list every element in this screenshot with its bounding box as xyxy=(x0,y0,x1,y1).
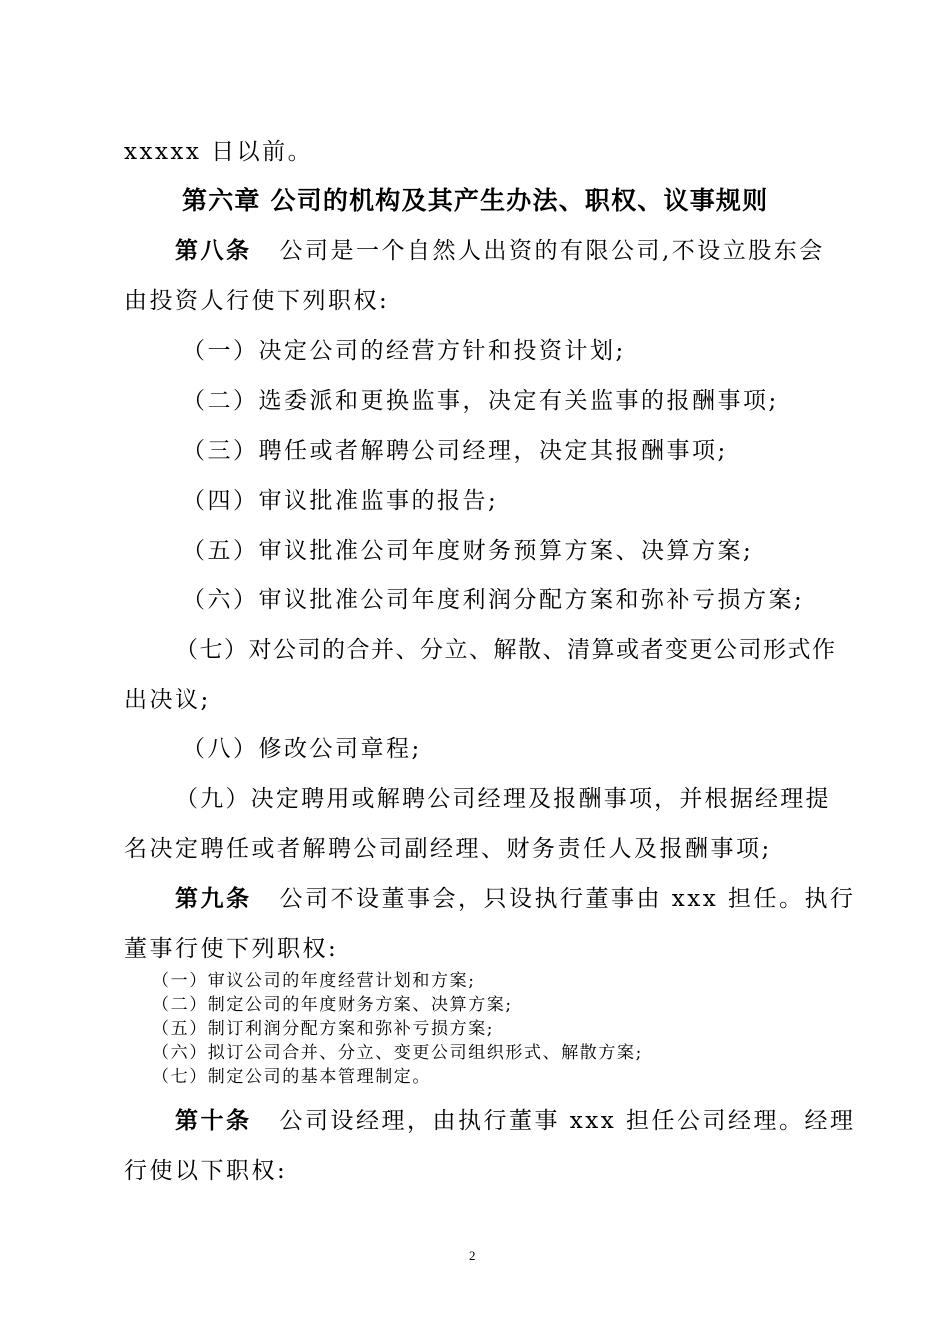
article-8-item-2: （二）选委派和更换监事，决定有关监事的报酬事项; xyxy=(182,388,779,414)
article-8-item-7: （七）对公司的合并、分立、解散、清算或者变更公司形式作 xyxy=(175,637,837,663)
article-9-text: 公司不设董事会，只设执行董事由 xxx 担任。执行 xyxy=(279,886,856,912)
article-9-first-line xyxy=(175,884,856,914)
article-9-text-cont: 董事行使下列职权: xyxy=(124,936,339,962)
article-9-item-3: （五）制订利润分配方案和弥补亏损方案; xyxy=(152,1019,495,1039)
article-8-item-3: （三）聘任或者解聘公司经理，决定其报酬事项; xyxy=(182,438,728,464)
article-8-text: 公司是一个自然人出资的有限公司,不设立股东会 xyxy=(279,238,825,264)
article-8-first-line xyxy=(175,236,825,266)
chapter-6-title: 第六章 公司的机构及其产生办法、职权、议事规则 xyxy=(182,186,769,215)
article-8-item-6: （六）审议批准公司年度利润分配方案和弥补亏损方案; xyxy=(182,587,805,613)
article-10-first-line xyxy=(175,1106,856,1136)
article-9-item-5: （七）制定公司的基本管理制定。 xyxy=(152,1067,431,1087)
article-8-item-9-cont: 名决定聘任或者解聘公司副经理、财务责任人及报酬事项; xyxy=(124,836,772,862)
article-10-text-cont: 行使以下职权: xyxy=(124,1158,288,1184)
article-9-item-2: （二）制定公司的年度财务方案、决算方案; xyxy=(152,995,513,1015)
article-8-item-1: （一）决定公司的经营方针和投资计划; xyxy=(182,338,626,364)
article-8-item-4: （四）审议批准监事的报告; xyxy=(182,488,499,514)
article-8-item-5: （五）审议批准公司年度财务预算方案、决算方案; xyxy=(182,538,754,564)
article-8-item-9: （九）决定聘用或解聘公司经理及报酬事项，并根据经理提 xyxy=(175,786,830,812)
article-8-text-cont: 由投资人行使下列职权: xyxy=(124,288,390,314)
article-10-label: 第十条 xyxy=(175,1108,252,1134)
page-number: 2 xyxy=(469,1248,476,1263)
article-8-label: 第八条 xyxy=(175,238,252,264)
article-8-item-8: （八）修改公司章程; xyxy=(182,736,422,762)
article-10-text: 公司设经理，由执行董事 xxx 担任公司经理。经理 xyxy=(279,1108,856,1134)
article-9-item-1: （一）审议公司的年度经营计划和方案; xyxy=(152,971,476,991)
article-9-item-4: （六）拟订公司合并、分立、变更公司组织形式、解散方案; xyxy=(152,1043,643,1063)
intro-end-line: xxxxx 日以前。 xyxy=(124,139,314,165)
article-9-label: 第九条 xyxy=(175,886,252,912)
article-8-item-7-cont: 出决议; xyxy=(124,687,211,713)
